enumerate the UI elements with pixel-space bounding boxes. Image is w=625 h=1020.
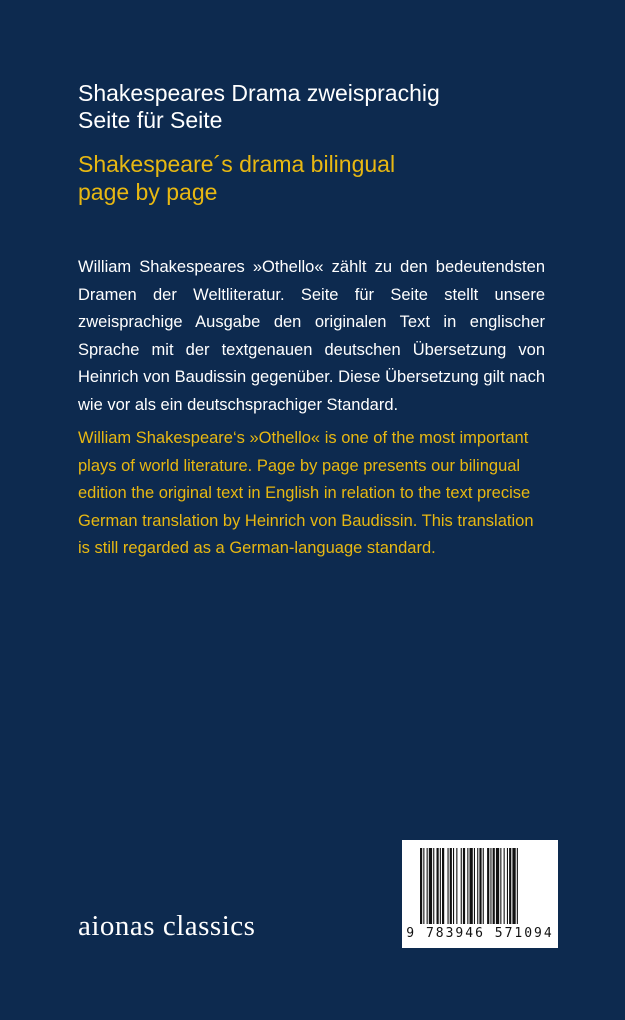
- barcode-bar: [487, 848, 489, 924]
- barcode-bar: [429, 848, 432, 924]
- barcode-bar: [512, 848, 515, 924]
- barcode-bar: [440, 848, 441, 924]
- barcode-bar: [467, 848, 468, 924]
- barcode-bar: [479, 848, 481, 924]
- barcode-bar: [483, 848, 484, 924]
- english-heading-line-1: Shakespeare´s drama bilingual: [78, 151, 396, 177]
- barcode-bar: [470, 848, 473, 924]
- barcode-bar: [477, 848, 478, 924]
- barcode-bar: [517, 848, 518, 924]
- german-heading: [78, 80, 578, 134]
- barcode-bar: [509, 848, 511, 924]
- barcode-bar: [442, 848, 444, 924]
- english-heading-line-2: page by page: [78, 179, 218, 205]
- barcode-bar: [448, 848, 449, 924]
- english-heading: [78, 150, 578, 206]
- barcode-bar: [500, 848, 501, 924]
- isbn-number: 9 783946 571094: [406, 926, 554, 941]
- barcode-bar: [453, 848, 454, 924]
- german-heading-line-1: Shakespeares Drama zweisprachig: [78, 80, 440, 106]
- barcode-bar: [450, 848, 452, 924]
- barcode-bar: [427, 848, 428, 924]
- barcode-bar: [423, 848, 424, 924]
- barcode-bar: [463, 848, 465, 924]
- barcode-bar: [493, 848, 495, 924]
- barcode-bar: [433, 848, 434, 924]
- barcode-bar: [490, 848, 491, 924]
- barcode-bar: [507, 848, 508, 924]
- barcode-bar: [496, 848, 499, 924]
- english-description: William Shakespeare‘s »Othello« is one of the most important plays of world literature. Page by page presents our bilingual edition the original text in English in relation to the text precise German translation by Heinrich von Baudissin. This translation is still regarded as a German-language standard.: [78, 429, 534, 557]
- barcode-bar: [474, 848, 475, 924]
- barcode: [402, 840, 558, 948]
- publisher-logo: aionas classics: [78, 910, 256, 942]
- barcode-bar: [456, 848, 457, 924]
- barcode-bar: [461, 848, 462, 924]
- barcode-bar: [420, 848, 422, 924]
- german-description: William Shakespeares »Othello« zählt zu den bedeutendsten Dramen der Weltliteratur. Seite für Seite stellt unsere zweisprachige Ausgabe den originalen Text in englischer Sprache mit der textgenauen deutschen Übersetzung von Heinrich von Baudissin gegenüber. Diese Übersetzung gilt nach wie vor als ein deutschsprachiger Standard.: [78, 258, 545, 414]
- barcode-bar: [504, 848, 505, 924]
- german-heading-line-2: Seite für Seite: [78, 107, 223, 133]
- barcode-bar: [437, 848, 439, 924]
